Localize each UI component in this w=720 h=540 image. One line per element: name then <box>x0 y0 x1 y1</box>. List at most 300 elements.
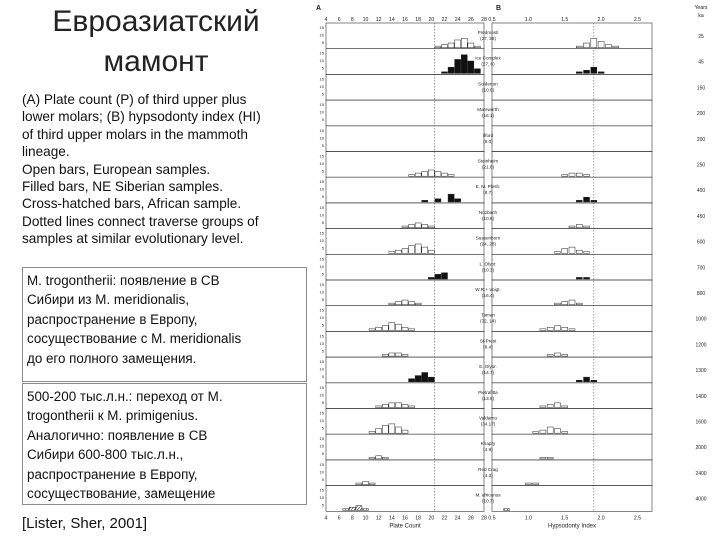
figure-description <box>22 91 317 248</box>
plate-count-bar <box>415 303 421 305</box>
hypsodonty-bar <box>598 72 604 74</box>
sample-time: 400 <box>696 188 706 195</box>
y-tick-label: 15 <box>319 282 324 287</box>
sample-n: (8.4) <box>483 344 493 350</box>
axis-a-top-tick: 22 <box>441 17 448 23</box>
y-tick-label: 10 <box>319 161 324 166</box>
axis-a-bottom-tick: 26 <box>467 515 474 522</box>
sample-time: 1600 <box>695 419 707 426</box>
plate-count-bar <box>369 432 375 434</box>
y-tick-label: 10 <box>319 315 324 321</box>
y-tick-label: 5 <box>321 502 324 508</box>
sample-time: 200 <box>696 136 706 143</box>
sample-time: 1000 <box>695 316 707 323</box>
axis-a-top-tick: 4 <box>324 17 328 23</box>
desc-line: of third upper molars in the mammoth <box>22 126 248 142</box>
hypsodonty-bar <box>525 483 531 485</box>
hypsodonty-bar <box>576 200 582 202</box>
y-tick-label: 15 <box>319 230 324 236</box>
plate-count-bar <box>402 430 408 433</box>
axis-a-bottom-tick: 10 <box>362 515 369 522</box>
hypsodonty-bar <box>554 353 560 356</box>
plate-count-bar <box>428 170 434 176</box>
axis-a-top-tick: 8 <box>350 17 354 23</box>
hypsodonty-bar <box>540 329 546 331</box>
panel-a-row-frame <box>326 357 484 383</box>
hypsodonty-bar <box>576 277 582 279</box>
sample-n: (10.8) <box>481 215 495 221</box>
hypsodonty-bar <box>562 302 568 305</box>
hypsodonty-bar <box>569 226 575 228</box>
sample-name: St-Prest <box>479 338 497 344</box>
note-line: Аналогично: появление в СВ <box>27 427 208 443</box>
y-tick-label: 10 <box>319 238 324 244</box>
axis-b-bottom-tick: 1.0 <box>524 515 532 522</box>
sample-name: Ice Complex <box>475 55 501 61</box>
panel-b-row-frame <box>492 100 652 126</box>
hypsodonty-bar <box>576 72 582 74</box>
hypsodonty-bar <box>554 252 560 254</box>
panel-b-row-frame <box>492 306 652 332</box>
note-line: Сибири 600-800 тыс.л.н., <box>27 447 184 463</box>
y-tick-label: 5 <box>321 271 324 277</box>
desc-line: samples at similar evolutionary level. <box>22 231 244 247</box>
axis-b-top-tick: 1.5 <box>561 17 569 23</box>
hypsodonty-bar <box>584 43 590 48</box>
plate-count-bar <box>442 273 448 279</box>
hypsodonty-bar <box>504 509 510 511</box>
y-tick-label: 15 <box>319 179 324 185</box>
panel-b-row-frame <box>492 177 652 203</box>
note-line: 500-200 тыс.л.н.: переход от M. <box>27 389 223 404</box>
note-line: trogontherii к M. primigenius. <box>27 408 199 424</box>
hypsodonty-bar <box>569 173 575 176</box>
sample-name: Steinheim <box>477 158 499 164</box>
plate-count-bar <box>389 424 395 433</box>
sample-time: 2000 <box>695 445 707 452</box>
axis-a-bottom-tick: 6 <box>337 515 341 522</box>
hypsodonty-bar <box>591 200 597 202</box>
axis-a-bottom-tick: 12 <box>375 515 382 522</box>
sample-time: 25 <box>698 34 704 40</box>
panel-b-row-frame <box>492 23 652 49</box>
y-tick-label: 10 <box>319 83 324 89</box>
axis-a-top-tick: 6 <box>337 17 341 23</box>
plate-count-bar <box>422 172 428 177</box>
trogontherii-note <box>22 267 307 382</box>
y-tick-label: 5 <box>321 194 324 200</box>
sample-name: Predmosti <box>477 30 499 35</box>
plate-count-bar <box>349 507 355 510</box>
plate-count-bar <box>356 483 362 485</box>
panel-b-row-frame <box>492 383 652 409</box>
plate-count-bar <box>382 355 388 357</box>
y-tick-label: 5 <box>321 117 324 123</box>
hypsodonty-bar <box>584 175 590 177</box>
sample-name: Marsworth <box>477 107 499 113</box>
y-tick-label: 5 <box>321 322 324 328</box>
desc-line: Open bars, European samples. <box>22 161 211 177</box>
plate-count-bar <box>389 303 395 305</box>
plate-count-bar <box>369 329 375 331</box>
note-line: M. trogontherii: появление в СВ <box>27 273 220 288</box>
plate-count-bar <box>409 175 415 177</box>
plate-count-bar <box>455 59 461 73</box>
primigenius-note <box>22 383 307 505</box>
panel-a-row-frame <box>326 152 484 178</box>
sample-name: Khapry <box>480 441 496 447</box>
hypsodonty-bar <box>576 225 582 228</box>
sample-name: Red Crag <box>478 466 498 472</box>
y-tick-label: 5 <box>321 40 324 45</box>
y-tick-label: 10 <box>319 186 324 192</box>
sample-n: (34.17) <box>480 421 496 427</box>
y-tick-label: 15 <box>319 204 324 210</box>
y-tick-label: 5 <box>321 65 324 71</box>
time-header: Years <box>694 5 708 11</box>
axis-a-bottom-tick: 18 <box>415 515 422 522</box>
y-tick-label: 5 <box>321 168 324 174</box>
plate-count-bar <box>389 252 395 254</box>
hypsodonty-bar <box>547 457 553 459</box>
y-tick-label: 5 <box>321 451 324 457</box>
sample-n: (10.7) <box>481 498 495 504</box>
panel-a-row-frame <box>326 203 484 229</box>
y-tick-label: 5 <box>321 348 324 354</box>
axis-b-top-tick: 1.0 <box>524 17 532 23</box>
slide-title <box>0 2 312 82</box>
panel-b-row-frame <box>492 460 652 486</box>
plate-count-bar <box>402 226 408 228</box>
sample-time: 150 <box>696 85 706 92</box>
plate-count-bar <box>389 353 395 356</box>
plate-count-bar <box>395 302 401 305</box>
axis-a-top-tick: 10 <box>362 17 369 23</box>
sample-time: 250 <box>696 162 706 169</box>
plate-count-bar <box>422 200 428 202</box>
y-tick-label: 5 <box>321 399 324 405</box>
histogram-figure <box>306 0 720 540</box>
plate-count-bar <box>382 425 388 433</box>
panel-a-row-frame <box>326 74 484 100</box>
y-tick-label: 15 <box>319 461 324 467</box>
plate-count-bar <box>402 300 408 305</box>
hypsodonty-bar <box>554 429 560 434</box>
sample-name: Solderton <box>478 81 498 87</box>
sample-time: 1200 <box>695 342 707 349</box>
desc-line: Cross-hatched bars, African sample. <box>22 196 242 212</box>
desc-line: lineage. <box>22 144 70 160</box>
plate-count-bar <box>455 199 461 202</box>
hypsodonty-bar <box>554 303 560 305</box>
panel-b-row-frame <box>492 49 652 75</box>
plate-count-bar <box>461 38 467 47</box>
panel-a-row-frame <box>326 331 484 357</box>
hypsodonty-bar <box>540 430 546 433</box>
plate-count-bar <box>422 225 428 228</box>
axis-a-bottom-tick: 28 <box>481 515 487 522</box>
hypsodonty-bar <box>584 252 590 254</box>
plate-count-bar <box>409 246 415 254</box>
hypsodonty-bar <box>533 432 539 434</box>
hypsodonty-bar <box>540 457 546 459</box>
plate-count-bar <box>395 353 401 356</box>
sample-name: E. Olyor. <box>479 364 497 370</box>
plate-count-bar <box>422 247 428 253</box>
plate-count-bar <box>442 173 448 176</box>
y-tick-label: 10 <box>319 32 324 38</box>
y-tick-label: 15 <box>319 76 324 82</box>
plate-count-bar <box>389 403 395 408</box>
plate-count-bar <box>382 457 388 459</box>
y-tick-label: 5 <box>321 91 324 97</box>
hypsodonty-bar <box>547 404 553 407</box>
hypsodonty-bar <box>562 175 568 177</box>
y-tick-label: 5 <box>321 219 324 225</box>
sample-name: E. M. Plesh. <box>475 184 501 190</box>
panel-a-row-frame <box>326 126 484 152</box>
plate-count-bar <box>402 355 408 357</box>
sample-n: (27, 6) <box>481 61 495 67</box>
sample-name: Ilford <box>482 132 494 138</box>
axis-b-bottom-tick: 2.5 <box>633 515 642 522</box>
y-tick-label: 15 <box>319 256 324 262</box>
plate-count-bar <box>382 404 388 407</box>
plate-count-bar <box>468 61 474 73</box>
plate-count-bar <box>409 379 415 382</box>
sample-name: W.R.+ Voigt. <box>475 287 501 292</box>
y-tick-label: 15 <box>319 307 324 313</box>
sample-time: 2400 <box>695 470 707 477</box>
panel-b-row-frame <box>492 486 652 512</box>
panel-b-row-frame <box>492 331 652 357</box>
panel-b-row-frame <box>492 357 652 383</box>
plate-count-bar <box>428 250 434 253</box>
y-tick-label: 5 <box>321 297 324 302</box>
axis-b-bottom-tick: 0.5 <box>488 515 496 522</box>
axis-a-bottom-tick: 14 <box>388 515 395 522</box>
panel-b-label: B <box>496 5 502 12</box>
plate-count-bar <box>448 194 454 202</box>
hypsodonty-bar <box>591 380 597 382</box>
plate-count-bar <box>435 172 441 177</box>
sample-n: (27, 28) <box>480 36 496 41</box>
hypsodonty-bar <box>569 247 575 253</box>
plate-count-bar <box>343 509 349 511</box>
sample-time: 800 <box>696 291 706 297</box>
panel-a-row-frame <box>326 434 484 460</box>
sample-time: 4000 <box>695 496 707 503</box>
note-line: до его полного замещения. <box>27 350 197 366</box>
sample-n: (16.4) <box>481 293 495 298</box>
hypsodonty-bar <box>562 355 568 357</box>
plate-count-bar <box>415 223 421 228</box>
note-line: сосуществование с M. meridionalis <box>27 331 242 347</box>
plate-count-bar <box>428 277 434 279</box>
sample-n: (10.6) <box>481 87 495 93</box>
plate-count-bar <box>461 55 467 74</box>
axis-a-bottom-tick: 22 <box>441 515 448 522</box>
sample-n: (13.6) <box>481 395 495 401</box>
axis-b-title: Hypsodonty Index <box>547 523 597 530</box>
panel-a-row-frame <box>326 254 484 280</box>
y-tick-label: 5 <box>321 476 324 482</box>
hypsodonty-bar <box>540 406 546 408</box>
y-tick-label: 10 <box>319 212 324 218</box>
sample-name: Valdarno <box>478 415 498 421</box>
axis-b-top-tick: 0.5 <box>488 17 496 23</box>
plate-count-bar <box>474 69 480 74</box>
y-tick-label: 15 <box>319 153 324 159</box>
axis-a-bottom-tick: 16 <box>402 515 408 522</box>
plate-count-bar <box>468 43 474 48</box>
plate-count-bar <box>442 72 448 74</box>
plate-count-bar <box>415 173 421 176</box>
hypsodonty-bar <box>533 483 539 485</box>
plate-count-bar <box>363 509 369 511</box>
y-tick-label: 15 <box>319 436 324 442</box>
panel-a-label: A <box>316 5 322 12</box>
sample-name: Sussenborn <box>475 235 501 241</box>
axis-a-bottom-tick: 20 <box>428 515 435 522</box>
hypsodonty-bar <box>547 327 553 330</box>
hypsodonty-bar <box>576 250 582 253</box>
hypsodonty-bar <box>576 46 582 48</box>
sample-n: (24, 28) <box>480 241 496 247</box>
sample-time: 45 <box>698 59 704 66</box>
plate-count-bar <box>369 483 375 485</box>
plate-count-bar <box>428 226 434 228</box>
hypsodonty-bar <box>562 327 568 330</box>
plate-count-bar <box>402 249 408 254</box>
plate-count-bar <box>376 406 382 408</box>
y-tick-label: 15 <box>319 487 324 493</box>
title-line-1: Евроазиатский <box>52 5 260 38</box>
sample-n: (16.1) <box>481 113 495 119</box>
axis-a-top-tick: 20 <box>428 17 435 23</box>
hypsodonty-bar <box>584 377 590 382</box>
axis-a-bottom-tick: 24 <box>454 515 461 522</box>
axis-a-top-tick: 18 <box>415 17 422 23</box>
hypsodonty-bar <box>591 67 597 73</box>
sample-time: 600 <box>696 239 706 246</box>
hypsodonty-bar <box>584 70 590 73</box>
panel-a-row-frame <box>326 460 484 486</box>
plate-count-bar <box>389 323 395 331</box>
plate-count-bar <box>402 327 408 330</box>
plate-count-bar <box>422 373 428 382</box>
hypsodonty-bar <box>584 277 590 279</box>
plate-count-bar <box>376 327 382 330</box>
sample-n: (14.7) <box>481 370 495 376</box>
panel-b-row-frame <box>492 74 652 100</box>
sample-time: 700 <box>696 265 706 272</box>
y-tick-label: 15 <box>319 50 324 56</box>
hypsodonty-bar <box>613 46 619 48</box>
sample-time: 1400 <box>695 393 707 400</box>
plate-count-bar <box>382 326 388 331</box>
sample-time: 450 <box>696 213 706 220</box>
sample-name: Taman <box>481 312 495 318</box>
y-tick-label: 10 <box>319 418 324 423</box>
desc-line: Filled bars, NE Siberian samples. <box>22 179 223 195</box>
sample-n: (4.3) <box>483 472 493 478</box>
y-tick-label: 15 <box>319 359 324 365</box>
plate-count-bar <box>455 40 461 48</box>
axis-b-top-tick: 2.5 <box>633 17 642 23</box>
hypsodonty-bar <box>576 303 582 305</box>
y-tick-label: 10 <box>319 443 324 449</box>
hypsodonty-bar <box>554 403 560 408</box>
axis-a-bottom-tick: 4 <box>324 515 328 522</box>
note-line: сосуществование, замещение <box>27 486 216 502</box>
sample-n: (8.7) <box>483 190 493 196</box>
y-tick-label: 5 <box>321 245 324 251</box>
hypsodonty-bar <box>598 42 604 48</box>
panel-b-row-frame <box>492 126 652 152</box>
axis-a-top-tick: 24 <box>454 17 461 23</box>
y-tick-label: 10 <box>319 289 324 295</box>
hypsodonty-bar <box>562 432 568 434</box>
note-line: распространение в Европу, <box>27 311 198 327</box>
y-tick-label: 10 <box>319 135 324 141</box>
note-line: распространение в Европу, <box>27 466 198 482</box>
sample-n: (21.6) <box>481 164 495 170</box>
plate-count-bar <box>376 456 382 459</box>
y-tick-label: 5 <box>321 142 324 148</box>
plate-count-bar <box>363 482 369 485</box>
axis-a-title: Plate Count <box>389 523 421 530</box>
plate-count-bar <box>409 225 415 228</box>
axis-b-bottom-tick: 2.0 <box>597 515 605 522</box>
plate-count-bar <box>395 427 401 433</box>
title-line-2: мамонт <box>103 45 209 78</box>
plate-count-bar <box>409 406 415 408</box>
panel-b-row-frame <box>492 203 652 229</box>
axis-b-top-tick: 2.0 <box>597 17 605 23</box>
axis-b-bottom-tick: 1.5 <box>561 515 569 522</box>
y-tick-label: 15 <box>319 410 324 416</box>
y-tick-label: 10 <box>319 109 324 115</box>
panel-a-row-frame <box>326 100 484 126</box>
hypsodonty-bar <box>569 329 575 331</box>
sample-name: L. Olyor. <box>479 261 497 267</box>
y-tick-label: 15 <box>319 127 324 133</box>
hypsodonty-bar <box>576 173 582 176</box>
panel-b-row-frame <box>492 409 652 435</box>
plate-count-bar <box>356 506 362 511</box>
plate-count-bar <box>395 403 401 408</box>
y-tick-label: 10 <box>319 392 324 398</box>
y-tick-label: 10 <box>319 366 324 372</box>
axis-a-top-tick: 12 <box>375 17 382 23</box>
hypsodonty-bar <box>554 326 560 331</box>
sample-n: (9.0) <box>483 138 493 144</box>
plate-count-bar <box>448 43 454 48</box>
plate-count-bar <box>435 274 441 279</box>
y-tick-label: 15 <box>319 25 324 30</box>
time-header-unit: ka <box>698 13 704 19</box>
hypsodonty-bar <box>576 380 582 382</box>
plate-count-bar <box>376 429 382 434</box>
plate-count-bar <box>428 377 434 382</box>
sample-name: Pietrafitta <box>478 389 498 395</box>
hypsodonty-bar <box>562 249 568 254</box>
hypsodonty-bar <box>547 355 553 357</box>
hypsodonty-bar <box>591 38 597 47</box>
sample-n: (10.3) <box>481 267 495 273</box>
y-tick-label: 10 <box>319 495 324 501</box>
